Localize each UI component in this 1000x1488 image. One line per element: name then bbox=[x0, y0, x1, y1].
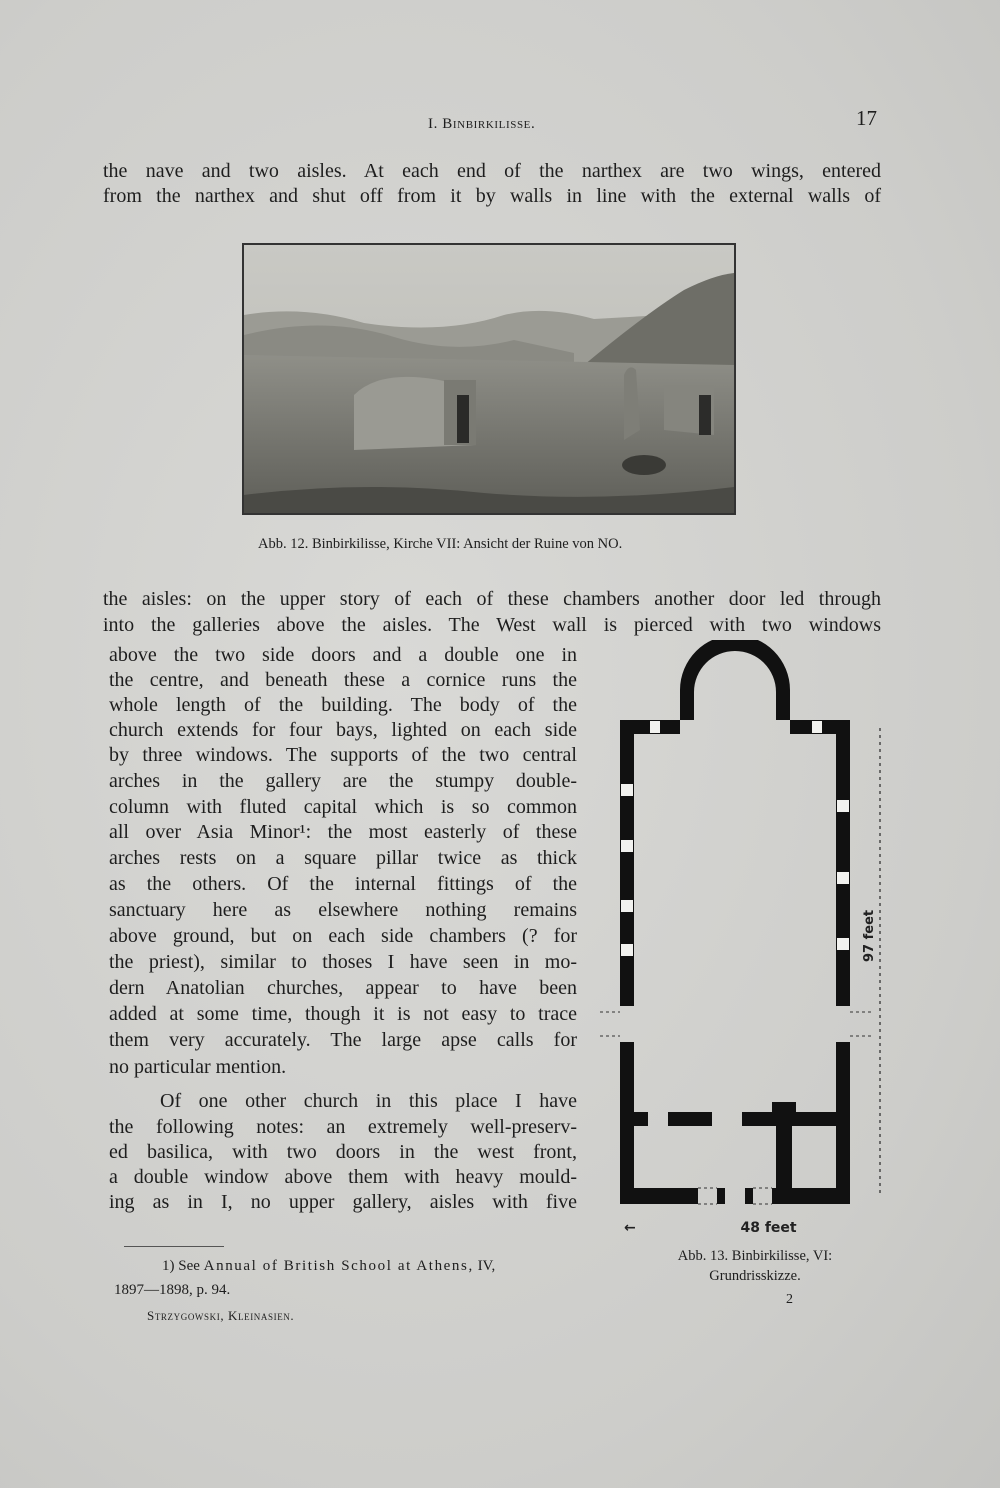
footnote-volume: IV, bbox=[473, 1258, 496, 1274]
body-line: the nave and two aisles. At each end of the narthex are two wings, entered bbox=[103, 160, 881, 182]
running-head: I. Binbirkilisse. bbox=[428, 116, 536, 132]
printer-signature: Strzygowski, Kleinasien. bbox=[147, 1308, 295, 1323]
footnote-line: 1897—1898, p. 94. bbox=[114, 1282, 231, 1298]
south-wall-lower bbox=[836, 1042, 850, 1204]
ruin-landscape-image bbox=[244, 245, 734, 513]
narthex-wall-left bbox=[668, 1112, 712, 1126]
window-mark bbox=[837, 938, 849, 950]
body-line: church extends for four bays, lighted on each side bbox=[109, 719, 577, 741]
window-mark bbox=[621, 900, 633, 912]
body-line: dern Anatolian churches, appear to have been bbox=[109, 977, 577, 999]
plan-width-label bbox=[624, 1220, 797, 1236]
body-line: whole length of the building. The body of the bbox=[109, 694, 577, 716]
plan-length-label: 97 feet bbox=[862, 909, 877, 962]
narthex-pillar bbox=[772, 1102, 796, 1126]
body-line: the priest), similar to thoses I have seen in mo- bbox=[109, 951, 577, 973]
figure-12-caption: Abb. 12. Binbirkilisse, Kirche VII: Ansicht der Ruine von NO. bbox=[258, 536, 623, 552]
body-line: column with fluted capital which is so common bbox=[109, 796, 577, 818]
body-line: no particular mention. bbox=[109, 1056, 287, 1078]
body-line: them very accurately. The large apse calls for bbox=[109, 1029, 577, 1051]
window-mark bbox=[837, 872, 849, 884]
body-line: above ground, but on each side chambers (? for bbox=[109, 925, 577, 947]
signature-number: 2 bbox=[786, 1292, 793, 1307]
north-wall-upper bbox=[620, 720, 634, 1006]
apse-wall bbox=[680, 640, 790, 720]
figure-13-caption bbox=[640, 1246, 870, 1286]
page-number: 17 bbox=[856, 106, 877, 130]
plan-door-lines bbox=[600, 1012, 872, 1204]
width-arrow-left: ← bbox=[624, 1220, 639, 1236]
window-mark bbox=[650, 721, 660, 733]
west-wall-pier-1 bbox=[717, 1188, 725, 1204]
body-line: all over Asia Minor¹: the most easterly of these bbox=[109, 821, 577, 843]
body-line: by three windows. The supports of the two central bbox=[109, 744, 577, 766]
body-line: from the narthex and shut off from it by walls in line with the external walls of bbox=[103, 185, 881, 207]
footnote-rule bbox=[124, 1246, 224, 1247]
church-floor-plan bbox=[600, 640, 900, 1220]
width-value: 48 feet bbox=[740, 1220, 797, 1236]
west-wall-right bbox=[772, 1188, 850, 1204]
body-line: into the galleries above the aisles. The West wall is pierced with two windows bbox=[103, 614, 881, 636]
caption-line: Abb. 13. Binbirkilisse, VI: bbox=[677, 1248, 833, 1264]
body-line: above the two side doors and a double one in bbox=[109, 644, 577, 666]
body-line: arches rests on a square pillar twice as thick bbox=[109, 847, 577, 869]
west-wall-pier-2 bbox=[745, 1188, 753, 1204]
caption-line: Grundrisskizze. bbox=[709, 1268, 801, 1284]
window-mark bbox=[621, 840, 633, 852]
body-line: ing as in I, no upper gallery, aisles with five bbox=[109, 1191, 577, 1213]
body-line: sanctuary here as elsewhere nothing remains bbox=[109, 899, 577, 921]
wing-wall bbox=[776, 1126, 792, 1188]
body-line: ed basilica, with two doors in the west front, bbox=[109, 1141, 577, 1163]
body-line: arches in the gallery are the stumpy double- bbox=[109, 770, 577, 792]
body-line: the following notes: an extremely well-preserv- bbox=[109, 1116, 577, 1138]
body-line: added at some time, though it is not easy to trace bbox=[109, 1003, 577, 1025]
body-line: the centre, and beneath these a cornice runs the bbox=[109, 669, 577, 691]
narthex-wall-right bbox=[796, 1112, 836, 1126]
body-line: a double window above them with heavy mould- bbox=[109, 1166, 577, 1188]
body-line: as the others. Of the internal fittings of the bbox=[109, 873, 577, 895]
ruin-photograph bbox=[242, 243, 736, 515]
north-wall-lower bbox=[620, 1042, 634, 1204]
west-wall-left bbox=[620, 1188, 698, 1204]
body-line: Of one other church in this place I have bbox=[160, 1090, 577, 1112]
narthex-wall-mid bbox=[742, 1112, 772, 1126]
south-wall-upper bbox=[836, 720, 850, 1006]
window-mark bbox=[812, 721, 822, 733]
narthex-pier bbox=[634, 1112, 648, 1126]
window-mark bbox=[621, 944, 633, 956]
window-mark bbox=[621, 784, 633, 796]
footnote-marker: 1) See bbox=[162, 1258, 204, 1274]
body-line: the aisles: on the upper story of each of these chambers another door led through bbox=[103, 588, 881, 610]
footnote-title: Annual of British School at Athens, bbox=[203, 1258, 474, 1274]
footnote-line bbox=[162, 1258, 495, 1275]
window-mark bbox=[837, 800, 849, 812]
plan-windows bbox=[621, 721, 849, 956]
